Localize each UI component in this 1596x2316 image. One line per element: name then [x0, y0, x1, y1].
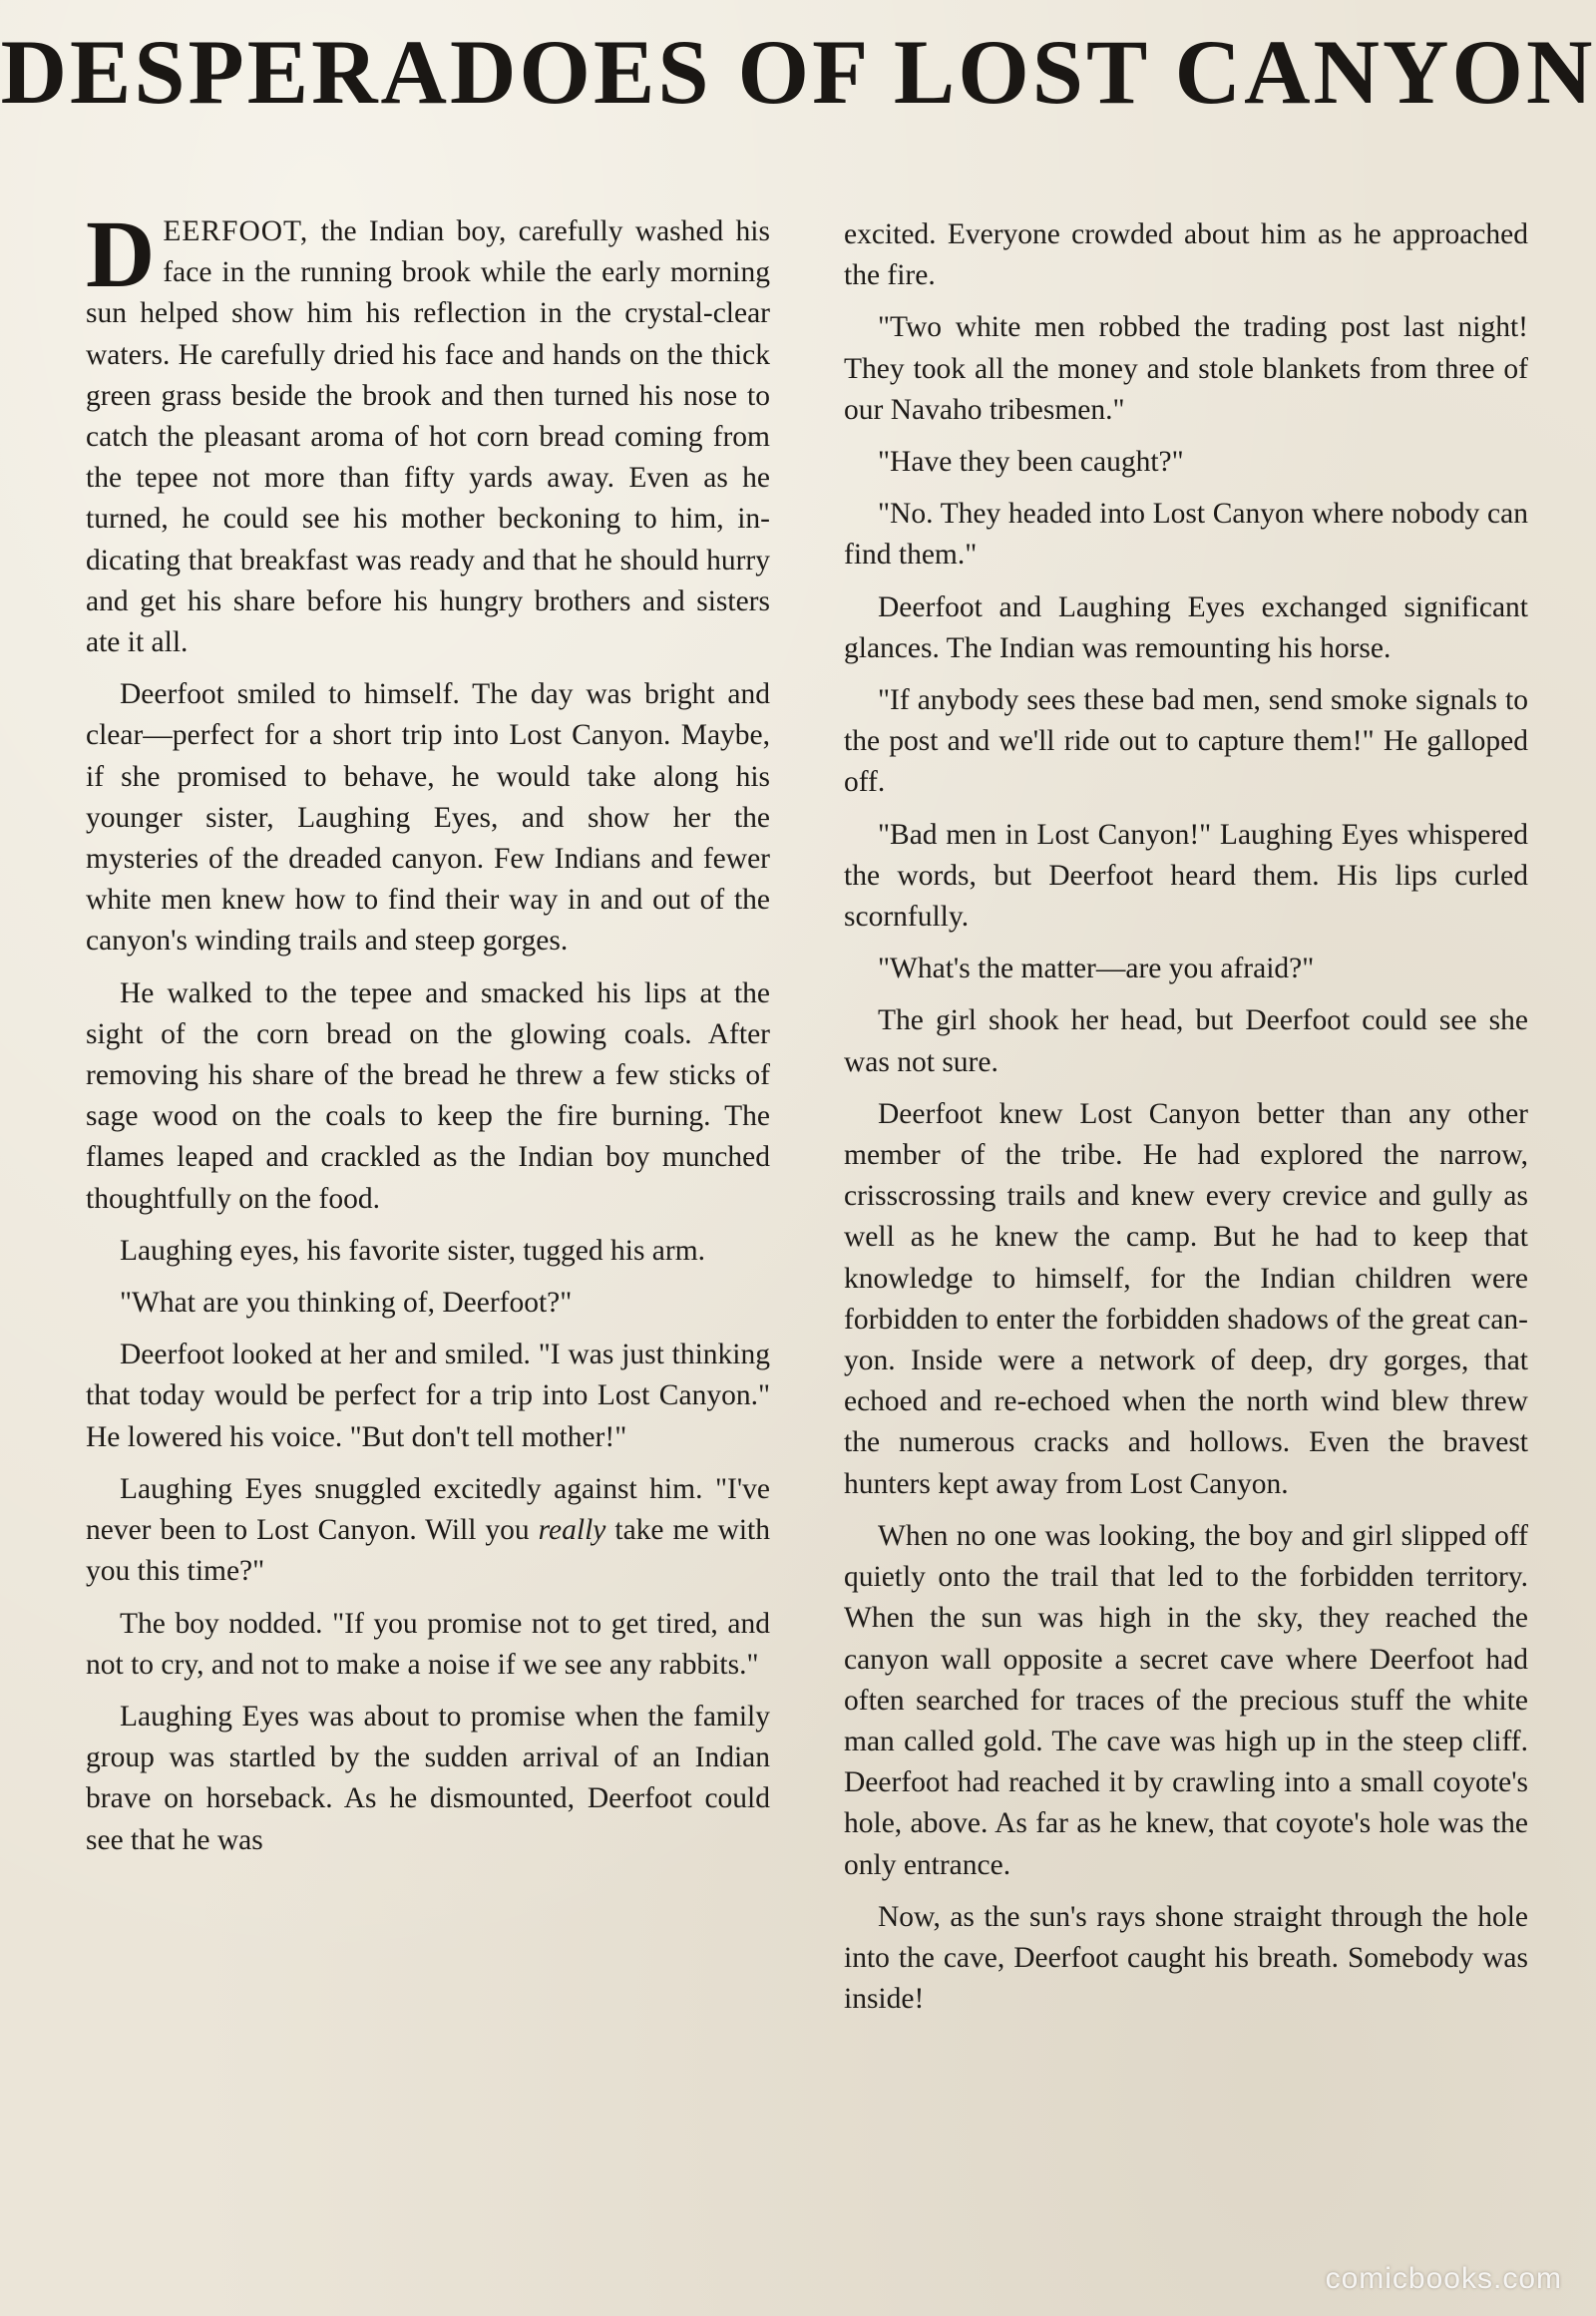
story-title: DESPERADOES OF LOST CANYON: [0, 21, 1596, 123]
paragraph: He walked to the tepee and smacked his lips at the sight of the corn bread on the glowing coals. After removing his share of the bread he threw a few sticks of sage wood on the coals to keep the fire burning. The flames leaped and crackled as the Indian boy munched thoughtfully on the food.: [86, 976, 770, 1215]
watermark-text: comicbooks.com: [1325, 2262, 1562, 2295]
paragraph-text: the Indian boy, carefully washed his face in the running brook while the early morning sun helped show him his reflection in the crystal-clear waters. He carefully dried his face and hands on the thick green grass beside the brook and then turned his nose to catch the pleasant aroma of hot corn bread coming from the tepee not more than fifty yards away. Even as he turned, he could see his mother beckoning to him, indicating that breakfast was ready and that he should hurry and get his share before his hungry brothers and sisters ate it all.: [86, 215, 770, 659]
paragraph: Now, as the sun's rays shone straight through the hole into the cave, Deerfoot caught his breath. Somebody was inside!: [844, 1900, 1528, 2016]
paragraph: Deerfoot and Laughing Eyes exchanged significant glances. The Indian was remounting his horse.: [844, 590, 1528, 664]
left-column: [86, 200, 770, 1872]
drop-cap: D: [86, 200, 156, 307]
lead-in-word: EERFOOT,: [163, 215, 309, 247]
paragraph: The girl shook her head, but Deerfoot could see she was not sure.: [844, 1004, 1528, 1078]
paragraph: Deerfoot looked at her and smiled. "I was just thinking that today would be perfect for a trip into Lost Canyon." He lowered his voice. "But don't tell mother!": [86, 1339, 770, 1453]
paragraph: "Two white men robbed the trading post last night! They took all the money and stole blankets from three of our Navaho tribesmen.": [844, 311, 1528, 426]
paragraph: The boy nodded. "If you promise not to get tired, and not to cry, and not to make a noise if we see any rabbits.": [86, 1607, 770, 1681]
paragraph-text: Laughing Eyes snuggled excitedly against him. "I've never been to Lost Canyon. Will you: [86, 1472, 770, 1547]
paragraph: Deerfoot smiled to himself. The day was bright and clear—perfect for a short trip into Lost Canyon. Maybe, if she promised to behave, he would take along his younger sister, Laughing Eyes, and show her the mysteries of the dreaded canyon. Few Indians and fewer white men knew how to find their way in and out of the canyon's winding trails and steep gorges.: [86, 678, 770, 958]
paragraph: "Bad men in Lost Canyon!" Laughing Eyes whispered the words, but Deerfoot heard them. His lips curled scornfully.: [844, 818, 1528, 934]
paragraph: "If anybody sees these bad men, send smoke signals to the post and we'll ride out to capture them!" He galloped off.: [844, 684, 1528, 799]
paragraph: Deerfoot knew Lost Canyon better than any other member of the tribe. He had explored the narrow, crisscrossing trails and knew every crevice and gully as well as he knew the camp. But he had to keep that knowledge to himself, for the Indian children were forbidden to enter the forbidden shadows of the great canyon. Inside were a network of deep, dry gorges, that echoed and re-echoed when the north wind blew threw the numerous cracks and hollows. Even the bravest hunters kept away from Lost Canyon.: [844, 1097, 1528, 1500]
paragraph: "What are you thinking of, Deerfoot?": [120, 1287, 573, 1320]
right-column: [844, 214, 1528, 2031]
paragraph: [86, 200, 770, 663]
paragraph: Laughing Eyes was about to promise when the family group was startled by the sudden arrival of an Indian brave on horseback. As he dismounted, Deerfoot could see that he was: [86, 1700, 770, 1856]
paragraph: "What's the matter—are you afraid?": [878, 953, 1315, 985]
paragraph: excited. Everyone crowded about him as he approached the fire.: [844, 218, 1528, 292]
paragraph: "Have they been caught?": [878, 446, 1184, 479]
paragraph-text: take me with you this time?": [86, 1514, 770, 1588]
paragraph: When no one was looking, the boy and girl slipped off quietly onto the trail that led to the forbidden territory. When the sun was high in the sky, they reached the canyon wall opposite a secret cave where Deerfoot had often searched for traces of the precious stuff the white man called gold. The cave was high up in the steep cliff. Deerfoot had reached it by crawling into a small coyote's hole, above. As far as he knew, that coyote's hole was the only entrance.: [844, 1519, 1528, 1881]
emphasis-text: really: [538, 1514, 606, 1547]
paragraph: Laughing eyes, his favorite sister, tugged his arm.: [120, 1234, 706, 1267]
paragraph: "No. They headed into Lost Canyon where nobody can find them.": [844, 498, 1528, 572]
paragraph: [86, 1469, 770, 1593]
